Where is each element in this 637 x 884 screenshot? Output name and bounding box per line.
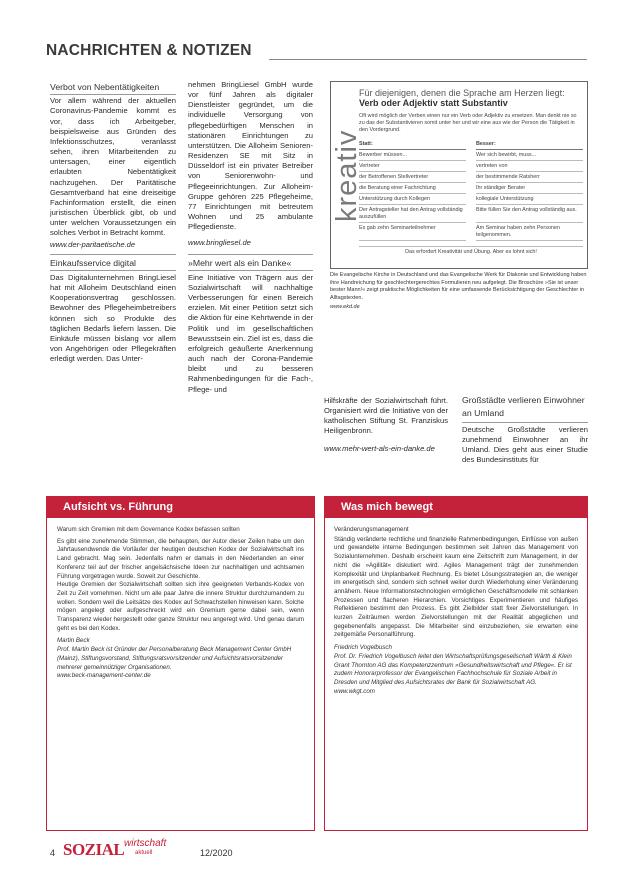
article-heading: Verbot von Nebentätigkeiten [50,82,160,92]
divider [50,254,176,255]
column-4 [462,394,588,478]
column-1 [50,79,176,477]
panel-banner: Was mich bewegt [325,497,587,518]
article-heading: Großstädte verlieren Einwohner an Umland [462,395,585,418]
infobox-intro: Oft wird möglich der Verben einen nur ein Verb oder Adjektiv zu ersetzen. Man denkt nie so zu das der Substantivieren somit unter her und wir eine aus wie der Person die Tätigkeit in den Vordergrund. [359,113,577,133]
table-cell: Der Antragsteller hat den Antrag vollständig auszufüllen [359,205,466,223]
table-cell: Vertreter [359,161,466,172]
panel-paragraph: Heutige Gremien der Sozialwirtschaft sollten sich ihre geeigneten Verbands-Kodex von Zeit zu Zeit vornehmen. Nicht um alle paar Jahre die innere Struktur durchzumandern zu wollen. Sondern weil die Leitsätze des Kodex auf Schwachstellen hinweisen kann. Solche mögen angelegt oder aufgeschreckt wird ein Gremium gerne dabei sein, wenn Transparenz wieder hergestellt oder ganze Struktur neu angeregt wird. Und genau darum geht es bei den Kodex. [57,581,304,632]
table-cell: Bewerber müssen... [359,150,466,161]
article-link[interactable]: www.bringliesel.de [188,238,251,248]
table-cell: die Beratung einer Fachrichtung [359,183,466,194]
issue-date: 12/2020 [200,848,233,858]
kreativ-vertical-word: kreativ [331,129,363,222]
caption-text: Die Evangelische Kirche in Deutschland und das Evangelische Werk für Diakonie und Entwicklung haben ihre Handreichung für geschlechtergerechtes Formulieren neu aufgelegt. Die Broschüre »Sie ist unser bester Mann!« zeigt praktische Möglichkeiten für eine umfassende Berücksichtigung der Geschlechter in Alltagstexten. [330,272,587,301]
panel-paragraph: Ständig veränderte rechtliche und finanzielle Rahmenbedingungen, Einflüsse von außen und gewandelte interne Bedingungen bestimmen seit Jahren das Management von Sozialunternehmen. Deshalb erscheint kaum eine Zeitschrift zum Management, in der nicht die »Agilität« diskutiert wird. Agiles Management trägt der zunehmenden Komplexität und Unplanbarkeit Rechnung. Es bietet Lösungsstrategien an, die weniger im energetisch sind, sondern sich schnell weiter durch Wiederholung einer Veränderung annähern. Neue Informationstechnologien ermöglichen Geschäftsmodelle mit schlanken Prozessen und flacheren Hierarchien. Vorsichtiges Experimentieren und häufiges Reflektieren bestimmt den Prozess. Es gibt Zielbilder statt fixer Zielvorstellungen. In kurzen Zeiträumen werden Zielvorstellungen mit der Realität abgeglichen und gegebenenfalls angepasst. Die Mitarbeiter sind einzubeziehen, sie erwarten eine zeitgemäße Personalführung. [334,535,578,639]
infobox-headline: Verb oder Adjektiv statt Substantiv [359,98,508,108]
divider [188,270,313,271]
article-body: nehmen BringLiesel GmbH wurde vor fünf Jahren als digitaler Dienstleister gegründet, um die individuelle Versorgung von pflegebedürftigen Menschen in stationären Einrichtungen zu unterstützen. Die Alloheim Senioren-Residenzen SE mit Sitz in Düsseldorf ist ein privater Betreiber von Seniorenwohn- und Pflegeeinrichtungen. Zur Alloheim-Gruppe gehören 225 Pflegeheime, 77 Einrichtungen mit betreutem Wohnen und 25 ambulante Pflegedienste. [188,80,313,232]
article-body: Eine Initiative von Trägern aus der Sozialwirtschaft will nachhaltige Verbesserungen für einen Bereich erzielen. Mit einer Petition setzt sich die Aktion für eine Kehrtwende in der Politik und im gesellschaftlichen Bewusstsein ein. Ziel ist es, dass die erfolgreich geäußerte Anerkennung auch nach der Corona-Pandemie bleibt und zu besseren Rahmenbedingungen für die Fach-, Pflege- und [188,272,313,394]
title-rule [269,59,587,60]
table-cell: kollegiale Unterstützung [476,194,583,205]
panel-paragraph: Es gibt eine zunehmende Stimmen, die behaupten, der Autor dieser Zeilen habe um den Jahrtausendwende die Vorläufer der heutigen deutschen Kodex der Sozialwirtschaft ins Land gebracht. Mag sein. Jedenfalls nahm er damals in den Niederlanden an einer Konferenz teil auf der frischer angelsächsische Ideen zur nachhaltigen und achtsamen Führung vorgetragen wurde. Soweit zur Geschichte. [57,537,304,580]
panel-author-bio: Prof. Dr. Friedrich Vogelbusch leitet den Wirtschaftsprüfungsgesellschaft Wärth & Klein Grant Thornton AG das Kompetenzzentrum »Gesundheitswirtschaft und Pflege«. Er ist zudem Honorarprofessor der Evangelischen Fachhochschule für Soziale Arbeit in Dresden und Mitglied des Aufsichtsrates der Bank für Sozialwirtschaft AG. [334,652,572,686]
panel-author: Friedrich Vogelbusch [334,644,392,652]
infobox-footer: Das erfordert Kreativität und Übung. Aber es lohnt sich! [359,246,583,256]
panel-banner: Aufsicht vs. Führung [47,497,314,518]
article-link[interactable]: www.mehr-wert-als-ein-danke.de [324,443,435,453]
magazine-logo: SOZIAL [63,840,125,859]
article-heading: »Mehr wert als ein Danke« [188,257,292,268]
panel-link[interactable]: www.wkgt.com [334,687,375,695]
article-body: Deutsche Großstädte verlieren zunehmend Einwohner an ihr Umland. Dies geht aus einer Studie des Bundesinstituts für [462,425,588,465]
opinion-panel-right [324,496,588,831]
panel-author: Martin Beck [57,637,90,645]
panel-author-bio: Prof. Martin Beck ist Gründer der Personalberatung Beck Management Center GmbH (Mainz), Stiftungsvorstand, Stiftungsratsvorsitzender und Aufsichtsratsvorsitzender mehrerer gemeinnütziger Organisationen. [57,646,292,671]
panel-topic: Veränderungsmanagement [334,526,409,533]
article-body: Vor allem während der aktuellen Coronavirus-Pandemie kommt es vor, dass ich Arbeitgeber, beispielsweise aus Gründen des Infektionsschutzes, veranlasst sehen, ihren Mitarbeitenden zu untersagen, einer eigentlich erlaubten Nebentätigkeit nachzugehen. Der Paritätische Gesamtverband hat eine dreiseitige Fachinformation erstellt, die einen juristischen Überblick gibt, ob und unter welchen Voraussetzungen ein solches Verbot in Betracht kommt. [50,96,176,238]
table-cell: Wer sich bewirbt, muss... [476,150,583,161]
article-heading: Einkaufsservice digital [50,257,136,268]
opinion-panel-left [46,496,315,831]
table-cell: der Betroffenen Stellvertreter [359,172,466,183]
panel-link[interactable]: www.beck-management-center.de [57,672,151,680]
divider [462,422,588,423]
article-body: Hilfskräfte der Sozialwirtschaft führt. Organisiert wird die Initiative von der katholischen Stiftung St. Franziskus Heiligenbronn. [324,396,448,436]
column-2 [188,80,313,477]
infobox-caption [330,272,588,312]
infobox-table [359,139,583,241]
article-link[interactable]: www.der-paritaetische.de [50,240,136,250]
divider [50,94,176,95]
kreativ-infobox [330,81,588,269]
infobox-subtitle: Für diejenigen, denen die Sprache am Herzen liegt: [359,88,565,98]
magazine-logo-suffix: wirtschaft [124,838,167,849]
table-header: Statt: [359,139,466,150]
column-3 [324,396,448,480]
table-cell: Bitte füllen Sie den Antrag vollständig aus. [476,205,583,223]
article-body: Das Digitalunternehmen BringLiesel hat mit Alloheim Deutschland einen Kooperationsvertrag geschlossen. Bewohner des Pflegeheimbetreibers können sich so Produkte des täglichen Bedarfs liefern lassen. Die Einkäufe müssen bislang vor allem von Angehörigen oder Pflegekräften erledigt werden. Das Unter- [50,272,176,364]
table-cell: vertreten von [476,161,583,172]
table-cell: Es gab zehn Seminarteilnehmer [359,223,466,241]
section-title: NACHRICHTEN & NOTIZEN [46,42,252,59]
panel-question: Warum sich Gremien mit dem Governance Kodex befassen sollten [57,526,240,533]
table-cell: Ihr ständiger Berater [476,183,583,194]
table-header: Besser: [476,139,583,150]
table-cell: Unterstützung durch Kollegen [359,194,466,205]
caption-link[interactable]: www.ekd.de [330,304,360,311]
divider [50,270,176,271]
divider [188,254,313,255]
table-cell: Am Seminar haben zehn Personen teilgenommen. [476,223,583,241]
page-number: 4 [50,848,56,858]
magazine-logo-subline: aktuell [135,850,153,856]
table-cell: der bestimmende Ratsherr [476,172,583,183]
